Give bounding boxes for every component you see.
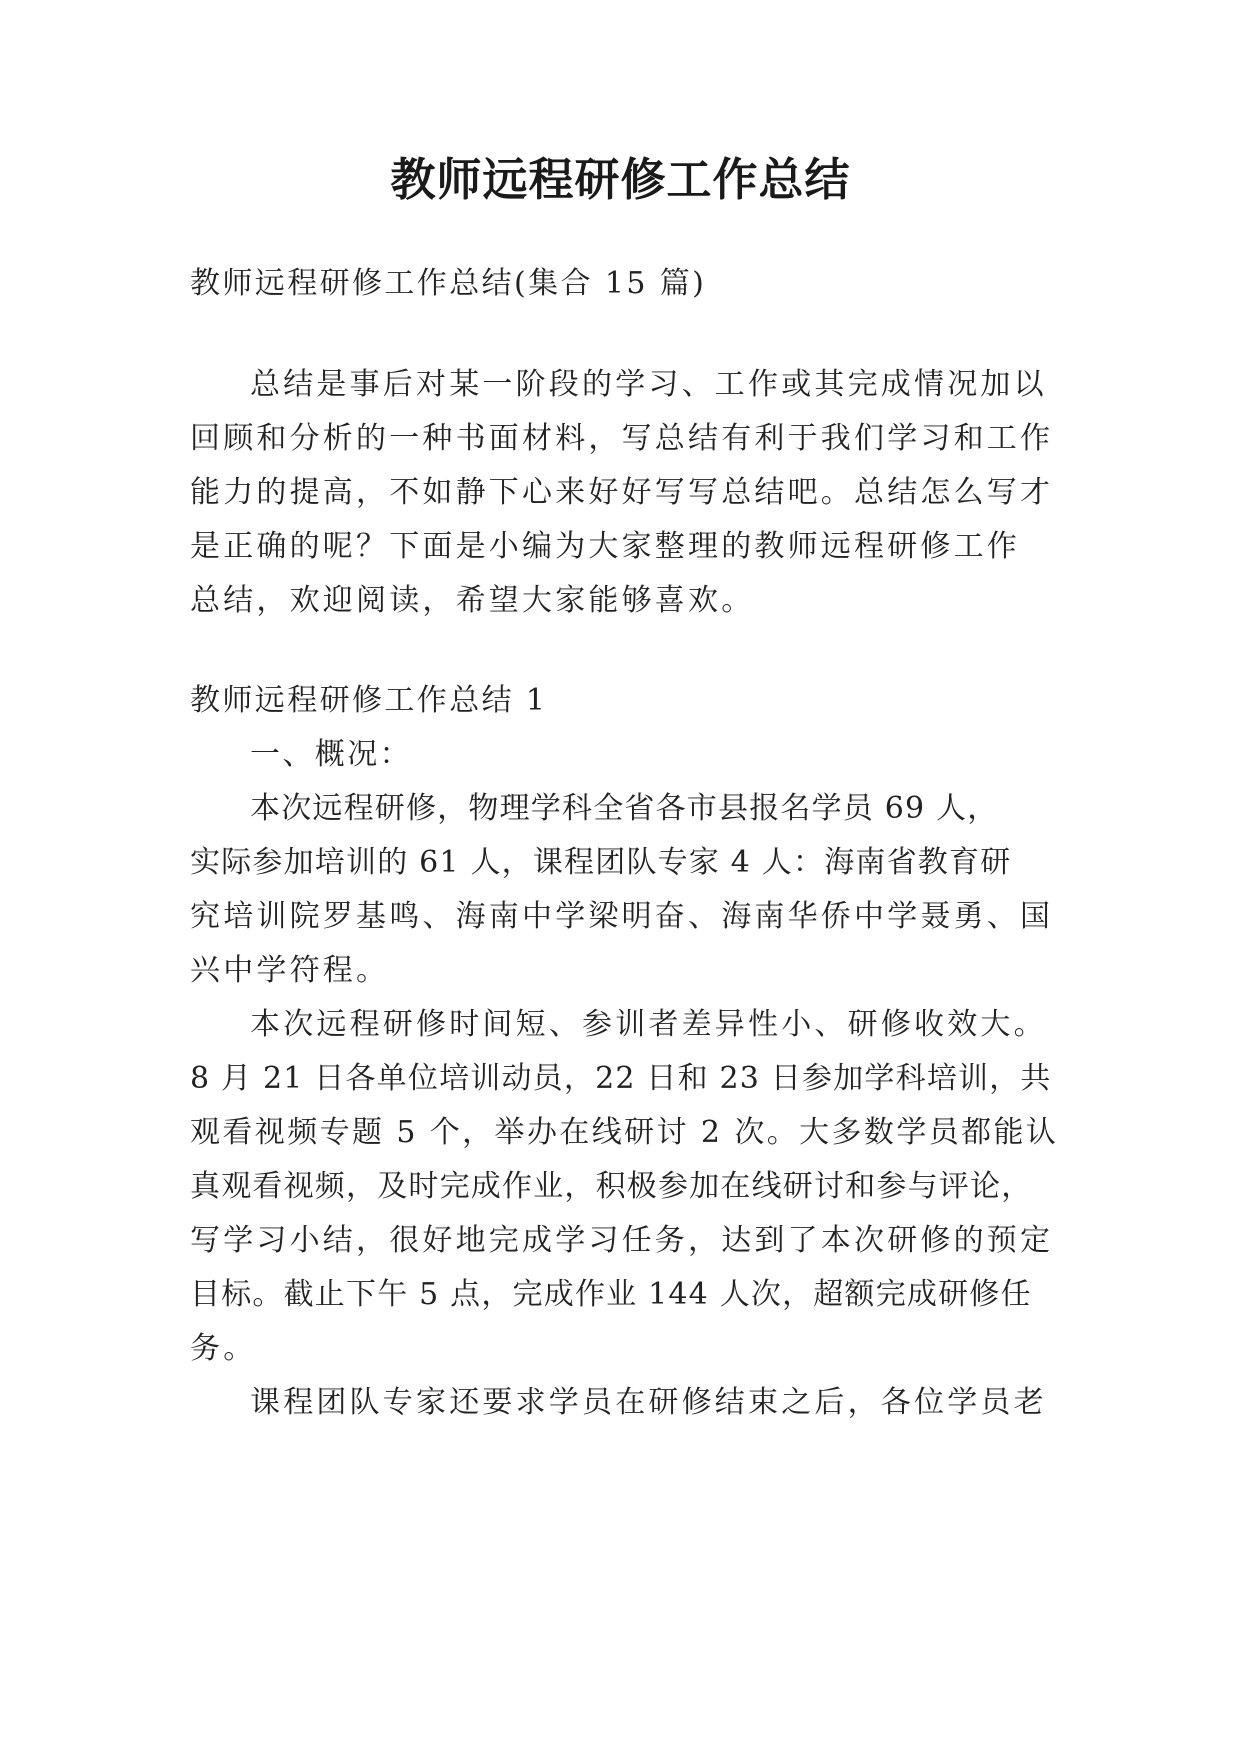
intro-line: 回顾和分析的一种书面材料，写总结有利于我们学习和工作 (190, 421, 1054, 456)
paragraph-line: 兴中学符程。 (190, 953, 390, 988)
paragraph-line: 8 月 21 日各单位培训动员，22 日和 23 日参加学科培训，共 (190, 1061, 1052, 1096)
intro-line: 总结，欢迎阅读，希望大家能够喜欢。 (190, 583, 755, 618)
paragraph-line: 实际参加培训的 61 人，课程团队专家 4 人：海南省教育研 (190, 845, 1012, 880)
paragraph-line: 务。 (190, 1331, 257, 1366)
paragraph-line: 本次远程研修时间短、参训者差异性小、研修收效大。 (250, 1007, 1047, 1042)
paragraph-line: 观看视频专题 5 个，举办在线研讨 2 次。大多数学员都能认 (190, 1115, 1059, 1150)
paragraph-line: 写学习小结，很好地完成学习任务，达到了本次研修的预定 (190, 1223, 1054, 1258)
document-subtitle: 教师远程研修工作总结(集合 15 篇) (190, 266, 707, 301)
paragraph-line: 真观看视频，及时完成作业，积极参加在线研讨和参与评论， (190, 1169, 1033, 1204)
intro-line: 总结是事后对某一阶段的学习、工作或其完成情况加以 (250, 367, 1047, 402)
section-heading: 教师远程研修工作总结 1 (190, 683, 548, 718)
document-title: 教师远程研修工作总结 (390, 153, 851, 206)
paragraph-line: 本次远程研修，物理学科全省各市县报名学员 69 人， (250, 791, 999, 826)
paragraph-line: 课程团队专家还要求学员在研修结束之后，各位学员老 (250, 1385, 1047, 1420)
paragraph-line: 目标。截止下午 5 点，完成作业 144 人次，超额完成研修任 (190, 1277, 1032, 1312)
intro-line: 能力的提高，不如静下心来好好写写总结吧。总结怎么写才 (190, 475, 1054, 510)
intro-line: 是正确的呢？下面是小编为大家整理的教师远程研修工作 (190, 529, 1020, 564)
overview-heading: 一、概况： (250, 737, 412, 772)
paragraph-line: 究培训院罗基鸣、海南中学梁明奋、海南华侨中学聂勇、国 (190, 899, 1054, 934)
